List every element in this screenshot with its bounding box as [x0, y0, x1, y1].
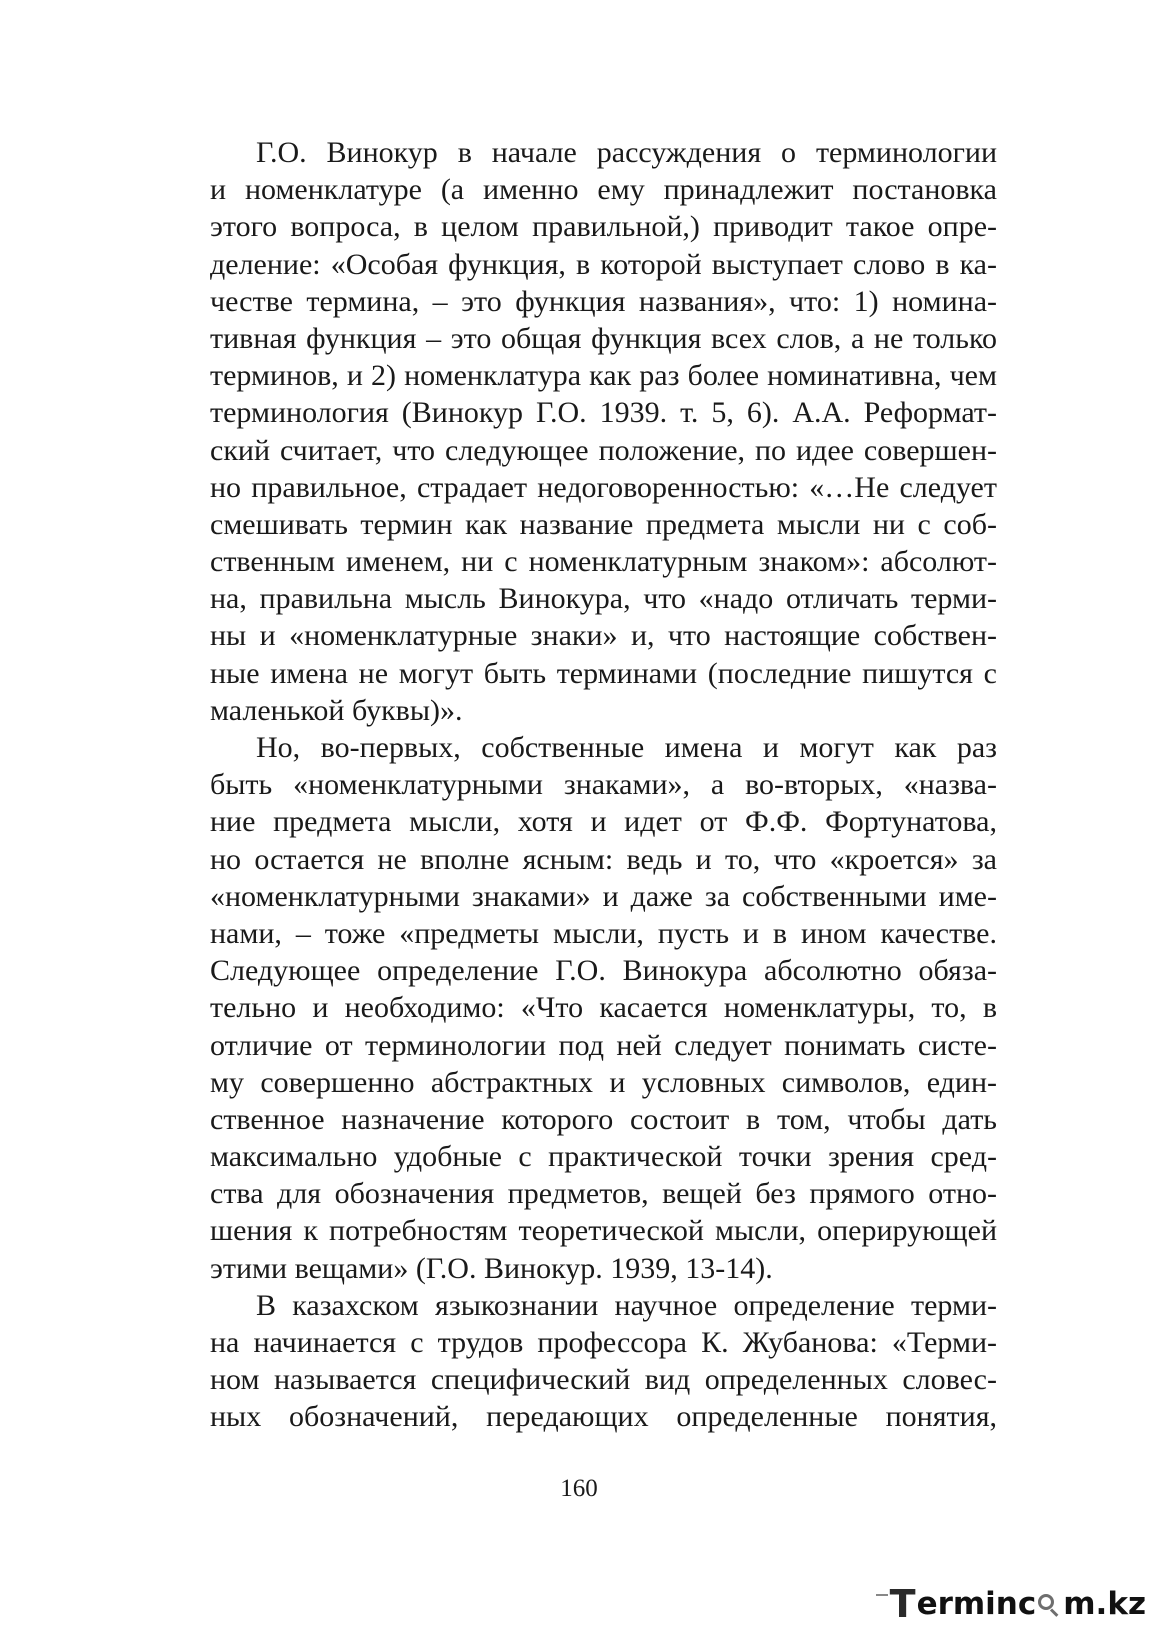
text-line: этими вещами» (Г.О. Винокур. 1939, 13-14). — [210, 1251, 773, 1285]
watermark-initial: T — [889, 1582, 916, 1626]
text-line: ные имена не могут быть терминами (последние пишутся с — [210, 656, 997, 690]
text-line: быть «номенклатурными знаками», а во-вторых, «назва- — [210, 768, 997, 802]
text-line: «номенклатурными знаками» и даже за собственными име- — [210, 879, 997, 913]
text-line: Но, во-первых, собственные имена и могут как раз — [256, 731, 997, 764]
watermark-domain: m.kz — [1063, 1586, 1146, 1622]
text-line: этого вопроса, в целом правильной,) приводит такое опре- — [210, 210, 997, 244]
text-line: шения к потребностям теоретической мысли, оперирующей — [210, 1214, 997, 1248]
text-line: деление: «Особая функция, в которой выступает слово в ка- — [210, 247, 997, 281]
text-line: ных обозначений, передающих определенные понятия, — [210, 1400, 997, 1434]
text-line: ны и «номенклатурные знаки» и, что настоящие собствен- — [210, 619, 997, 653]
text-line: ственным именем, ни с номенклатурным знаком»: абсолют- — [210, 545, 997, 579]
text-line: терминов, и 2) номенклатура как раз более номинативна, чем — [210, 359, 997, 393]
text-line: максимально удобные с практической точки зрения сред- — [210, 1140, 997, 1174]
text-line: ном называется специфический вид определенных словес- — [210, 1363, 997, 1397]
text-line: смешивать термин как название предмета мысли ни с соб- — [210, 507, 997, 541]
text-line: ский считает, что следующее положение, по идее совершен- — [210, 433, 997, 467]
text-line: но остается не вполне ясным: ведь и то, что «кроется» за — [210, 842, 997, 876]
text-line: ственное назначение которого состоит в том, чтобы дать — [210, 1102, 997, 1136]
text-line: ние предмета мысли, хотя и идет от Ф.Ф. Фортунатова, — [210, 805, 997, 839]
text-line: тивная функция – это общая функция всех слов, а не только — [210, 321, 997, 355]
text-line: В казахском языкознании научное определение терми- — [256, 1288, 997, 1322]
text-line: на начинается с трудов профессора К. Жубанова: «Терми- — [210, 1326, 997, 1359]
text-line: ства для обозначения предметов, вещей без прямого отно- — [210, 1177, 997, 1211]
text-line: маленькой буквы)». — [210, 693, 463, 727]
text-line: отличие от терминологии под ней следует понимать систе- — [210, 1028, 997, 1062]
text-line: Г.О. Винокур в начале рассуждения о терминологии — [256, 136, 997, 169]
watermark-logo — [890, 1584, 1146, 1624]
text-line: но правильное, страдает недоговоренностью: «…Не следует — [210, 470, 997, 504]
text-line: тельно и необходимо: «Что касается номенклатуры, то, в — [210, 991, 997, 1025]
page-number: 160 — [560, 1475, 598, 1502]
page-body — [210, 134, 997, 1436]
text-line: на, правильна мысль Винокура, что «надо отличать терми- — [210, 582, 997, 616]
text-line: и номенклатуре (а именно ему принадлежит постановка — [210, 173, 997, 207]
text-line: терминология (Винокур Г.О. 1939. т. 5, 6). А.А. Реформат- — [210, 396, 997, 430]
text-line: му совершенно абстрактных и условных символов, един- — [210, 1065, 997, 1099]
watermark-text-part: erminc — [916, 1586, 1037, 1622]
text-line: Следующее определение Г.О. Винокура абсолютно обяза- — [210, 954, 997, 988]
magnifier-icon — [1038, 1593, 1060, 1615]
text-line: честве термина, – это функция названия», что: 1) номина- — [210, 284, 997, 318]
text-line: нами, – тоже «предметы мысли, пусть и в ином качестве. — [210, 916, 997, 950]
